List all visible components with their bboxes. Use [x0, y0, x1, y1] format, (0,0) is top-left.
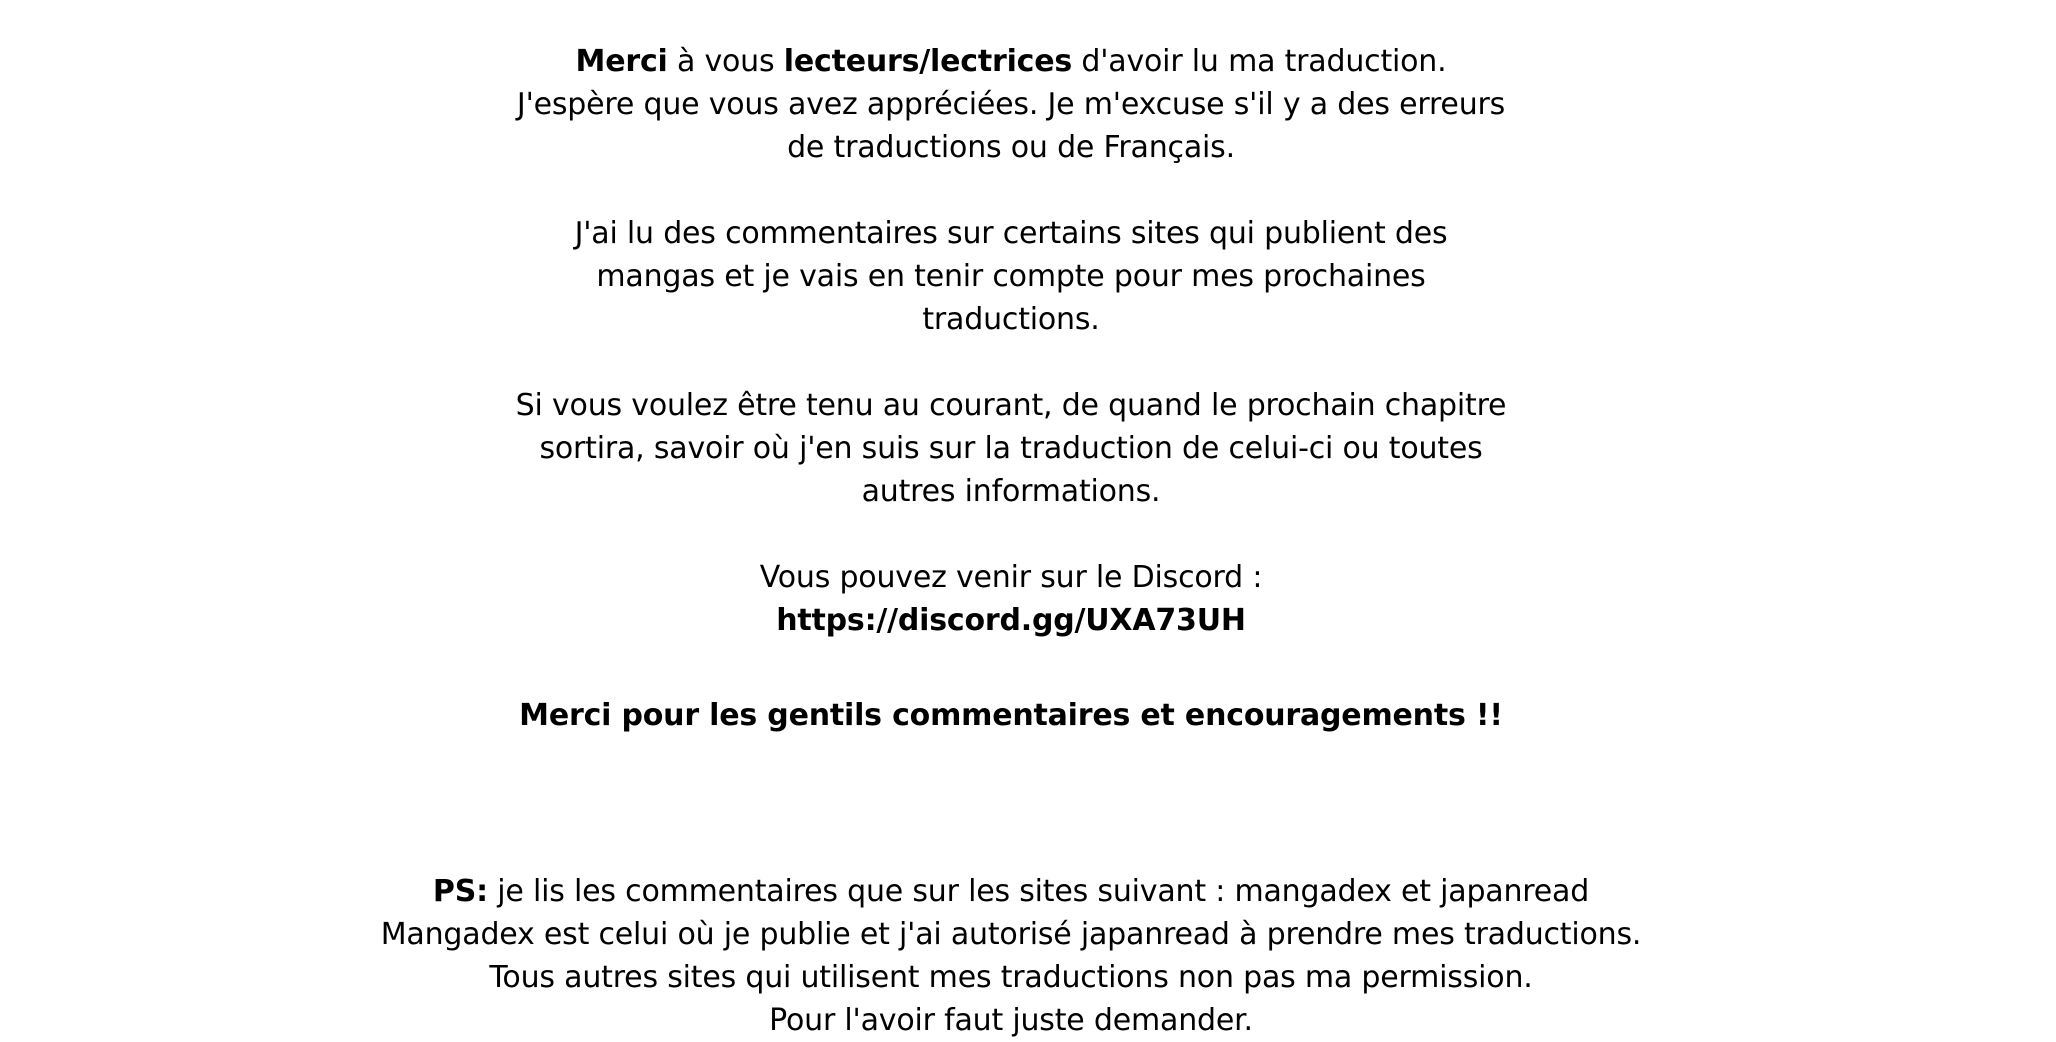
updates-line-3: autres informations. [861, 474, 1161, 509]
comments-line-3: traductions. [922, 302, 1100, 337]
ps-line-1 [0, 870, 2039, 913]
intro-paragraph [0, 40, 2039, 169]
intro-bold-readers: lecteurs/lectrices [783, 44, 1073, 79]
thanks-line [0, 694, 2039, 737]
discord-link-text: https://discord.gg/UXA73UH [776, 603, 1246, 638]
discord-section [0, 556, 2039, 642]
comments-line-1: J'ai lu des commentaires sur certains sites qui publient des [574, 216, 1448, 251]
intro-line-1 [0, 40, 2039, 83]
intro-text-a-vous: à vous [667, 44, 784, 79]
intro-text-translation: d'avoir lu ma traduction. [1072, 44, 1447, 79]
ps-prefix: PS: [432, 874, 488, 909]
ps-line-2: Mangadex est celui où je publie et j'ai autorisé japanread à prendre mes traductions. [380, 917, 1642, 952]
ps-line-1-text: je lis les commentaires que sur les sites suivant : mangadex et japanread [487, 874, 1590, 909]
intro-line-3: de traductions ou de Français. [787, 130, 1235, 165]
updates-line-2: sortira, savoir où j'en suis sur la traduction de celui-ci ou toutes [539, 431, 1483, 466]
ps-line-3: Tous autres sites qui utilisent mes traductions non pas ma permission. [489, 960, 1533, 995]
intro-bold-merci: Merci [575, 44, 668, 79]
thanks-section [0, 694, 2039, 737]
intro-line-2: J'espère que vous avez appréciées. Je m'excuse s'il y a des erreurs [516, 87, 1506, 122]
thanks-text: Merci pour les gentils commentaires et encouragements !! [519, 698, 1503, 733]
discord-label: Vous pouvez venir sur le Discord : [759, 560, 1263, 595]
updates-paragraph [0, 384, 2039, 513]
comments-paragraph [0, 212, 2039, 341]
ps-line-4: Pour l'avoir faut juste demander. [769, 1003, 1253, 1038]
updates-line-1: Si vous voulez être tenu au courant, de quand le prochain chapitre [515, 388, 1507, 423]
discord-link [0, 599, 2039, 642]
comments-line-2: mangas et je vais en tenir compte pour mes prochaines [596, 259, 1426, 294]
ps-section [0, 870, 2039, 1042]
